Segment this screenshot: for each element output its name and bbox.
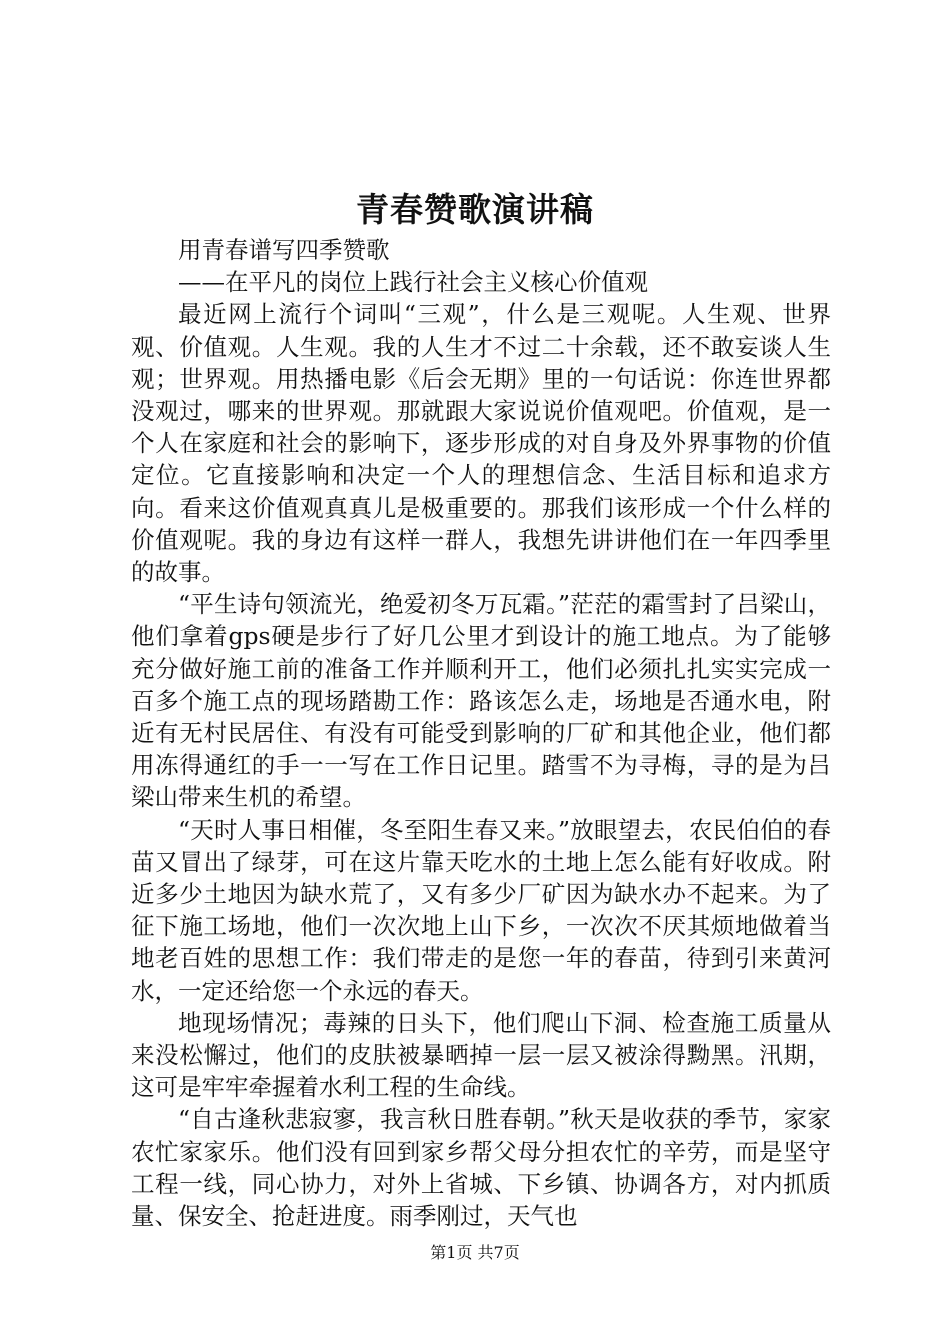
paragraph-autumn: “自古逢秋悲寂寥，我言秋日胜春朝。”秋天是收获的季节，家家农忙家家乐。他们没有回到家乡帮父母分担农忙的辛劳，而是坚守工程一线，同心协力，对外上省城、下乡镇、协调各方，对内抓质量、保安全、抢赶进度。雨季刚过，天气也 bbox=[131, 1105, 831, 1231]
paragraph-spring: “天时人事日相催，冬至阳生春又来。”放眼望去，农民伯伯的春苗又冒出了绿芽，可在这片靠天吃水的土地上怎么能有好收成。附近多少土地因为缺水荒了，又有多少厂矿因为缺水办不起来。为了征下施工场地，他们一次次地上山下乡，一次次不厌其烦地做着当地老百姓的思想工作：我们带走的是您一年的春苗，待到引来黄河水，一定还给您一个永远的春天。 bbox=[131, 815, 831, 1005]
paragraph-intro: 最近网上流行个词叫“三观”，什么是三观呢。人生观、世界观、价值观。人生观。我的人生才不过二十余载，还不敢妄谈人生观；世界观。用热播电影《后会无期》里的一句话说：你连世界都没观过，哪来的世界观。那就跟大家说说价值观吧。价值观，是一个人在家庭和社会的影响下，逐步形成的对自身及外界事物的价值定位。它直接影响和决定一个人的理想信念、生活目标和追求方向。看来这价值观真真儿是极重要的。那我们该形成一个什么样的价值观呢。我的身边有这样一群人，我想先讲讲他们在一年四季里的故事。 bbox=[131, 300, 831, 587]
speech-subtitle: 用青春谱写四季赞歌 bbox=[178, 236, 390, 264]
page-number-footer: 第1页 共7页 bbox=[430, 1243, 520, 1262]
document-body bbox=[131, 234, 831, 1232]
document-title: 青春赞歌演讲稿 bbox=[356, 190, 594, 229]
paragraph-winter: “平生诗句领流光，绝爱初冬万瓦霜。”茫茫的霜雪封了吕梁山，他们拿着gps硬是步行了好几公里才到设计的施工地点。为了能够充分做好施工前的准备工作并顺利开工，他们必须扎扎实实完成一百多个施工点的现场踏勘工作：路该怎么走，场地是否通水电，附近有无村民居住、有没有可能受到影响的厂矿和其他企业，他们都用冻得通红的手一一写在工作日记里。踏雪不为寻梅，寻的是为吕梁山带来生机的希望。 bbox=[131, 590, 831, 812]
paragraph-summer: 地现场情况；毒辣的日头下，他们爬山下洞、检查施工质量从来没松懈过，他们的皮肤被暴晒掉一层一层又被涂得黝黑。汛期，这可是牢牢牵握着水利工程的生命线。 bbox=[131, 1008, 831, 1102]
speech-theme-line: ——在平凡的岗位上践行社会主义核心价值观 bbox=[178, 268, 648, 297]
